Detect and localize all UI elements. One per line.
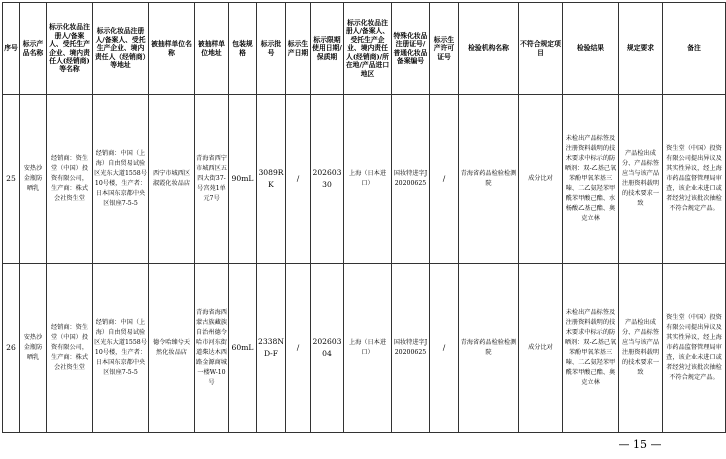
header-cell: 特殊化妆品注册证号/普通化妆品备案编号 [392,3,430,95]
sampled-unit-name: 西宁市城西区淑霞化妆品店 [149,95,195,264]
package-spec: 90mL [229,95,257,264]
expiry-date: 20260304 [311,264,344,433]
header-cell: 标示化妆品注册人/备案人、受托生产企业、境内责任人(经销商)/所在地/产品进口地区 [344,3,392,95]
inspection-results-table [2,2,726,433]
header-cell: 标示产品名称 [20,3,47,95]
header-cell: 被抽样单位地址 [195,3,229,95]
test-result: 未检出产品标签及注册资料载明的技术要求中标示的防晒剂：双-乙基己氧苯酚甲氧苯基三嗪、二乙氨羟苯甲酰苯甲酸己酯、奥克立林 [563,264,619,433]
company-name: 经销商：资生堂（中国）投资有限公司，生产商：株式会社资生堂 [47,95,93,264]
batch-number: 2338ND-F [257,264,286,433]
product-name: 安热沙金瓶防晒乳 [20,264,47,433]
header-cell: 规定要求 [619,3,663,95]
header-row [3,3,726,95]
origin-region: 上海（日本进口） [344,264,392,433]
header-cell: 标示批号 [257,3,286,95]
table-row [3,95,726,264]
test-result: 未检出产品标签及注册资料载明的技术要求中标示的防晒剂：双-乙基己氧苯酚甲氧苯基三嗪、二乙氨羟苯甲酰苯甲酸己酯、水杨酸乙基己酯、奥克立林 [563,95,619,264]
table-row [3,264,726,433]
testing-lab: 青海省药品检验检测院 [459,95,519,264]
testing-lab: 青海省药品检验检测院 [459,264,519,433]
header-cell: 标示生产许可证号 [430,3,459,95]
sampled-unit-name: 德令哈臻兮天然化妆品店 [149,264,195,433]
company-name: 经销商：资生堂（中国）投资有限公司，生产商：株式会社资生堂 [47,264,93,433]
registration-number: 国妆特进字J20200625 [392,264,430,433]
page-number: — 15 — [618,438,662,451]
expiry-date: 20260330 [311,95,344,264]
nonconforming-item: 成分比对 [519,95,563,264]
header-cell: 序号 [3,3,20,95]
batch-number: 3089RK [257,95,286,264]
sampled-unit-address: 青海省西宁市城西区五四大街37-号宫苑1单元7号 [195,95,229,264]
product-name: 安热沙金瓶防晒乳 [20,95,47,264]
row-number: 25 [3,95,20,264]
nonconforming-item: 成分比对 [519,264,563,433]
header-cell: 检验机构名称 [459,3,519,95]
license-number: / [430,95,459,264]
remarks: 资生堂（中国）投资有限公司提出异议及其实性异议，经上海市药品监督管理局审查，该企业未进口或者经营过该批次抽检不符合规定产品。 [663,95,726,264]
header-cell: 标示化妆品注册人/备案人、受托生产企业、境内责任人（经销商）等地址 [93,3,149,95]
header-cell: 备注 [663,3,726,95]
row-number: 26 [3,264,20,433]
header-cell: 检验结果 [563,3,619,95]
header-cell: 标示化妆品注册人/备案人、受托生产企业、境内责任人(经销商)等名称 [47,3,93,95]
production-date: / [286,264,311,433]
package-spec: 60mL [229,264,257,433]
sampled-unit-address: 青海省海西蒙古族藏族自治州德令哈市河东街道柴达木西路金源商城一楼W-10号 [195,264,229,433]
requirement: 产品检出成分、产品标签应当与该产品注册资料载明的技术要求一致 [619,95,663,264]
header-cell: 标示生产日期 [286,3,311,95]
remarks: 资生堂（中国）投资有限公司提出异议及其实性异议，经上海市药品监督管理局审查，该企业未进口或者经营过该批次抽检不符合规定产品。 [663,264,726,433]
company-address: 经销商：中国（上海）自由贸易试验区光东大道1558号10号楼，生产者：日本国东京都中央区银座7-5-5 [93,264,149,433]
registration-number: 国妆特进字J20200625 [392,95,430,264]
requirement: 产品检出成分、产品标签应当与该产品注册资料载明的技术要求一致 [619,264,663,433]
header-cell: 不符合规定项目 [519,3,563,95]
header-cell: 标示限期使用日期/保质期 [311,3,344,95]
production-date: / [286,95,311,264]
license-number: / [430,264,459,433]
header-cell: 被抽样单位名称 [149,3,195,95]
company-address: 经销商：中国（上海）自由贸易试验区光东大道1558号10号楼，生产者：日本国东京都中央区银座7-5-5 [93,95,149,264]
origin-region: 上海（日本进口） [344,95,392,264]
header-cell: 包装规格 [229,3,257,95]
